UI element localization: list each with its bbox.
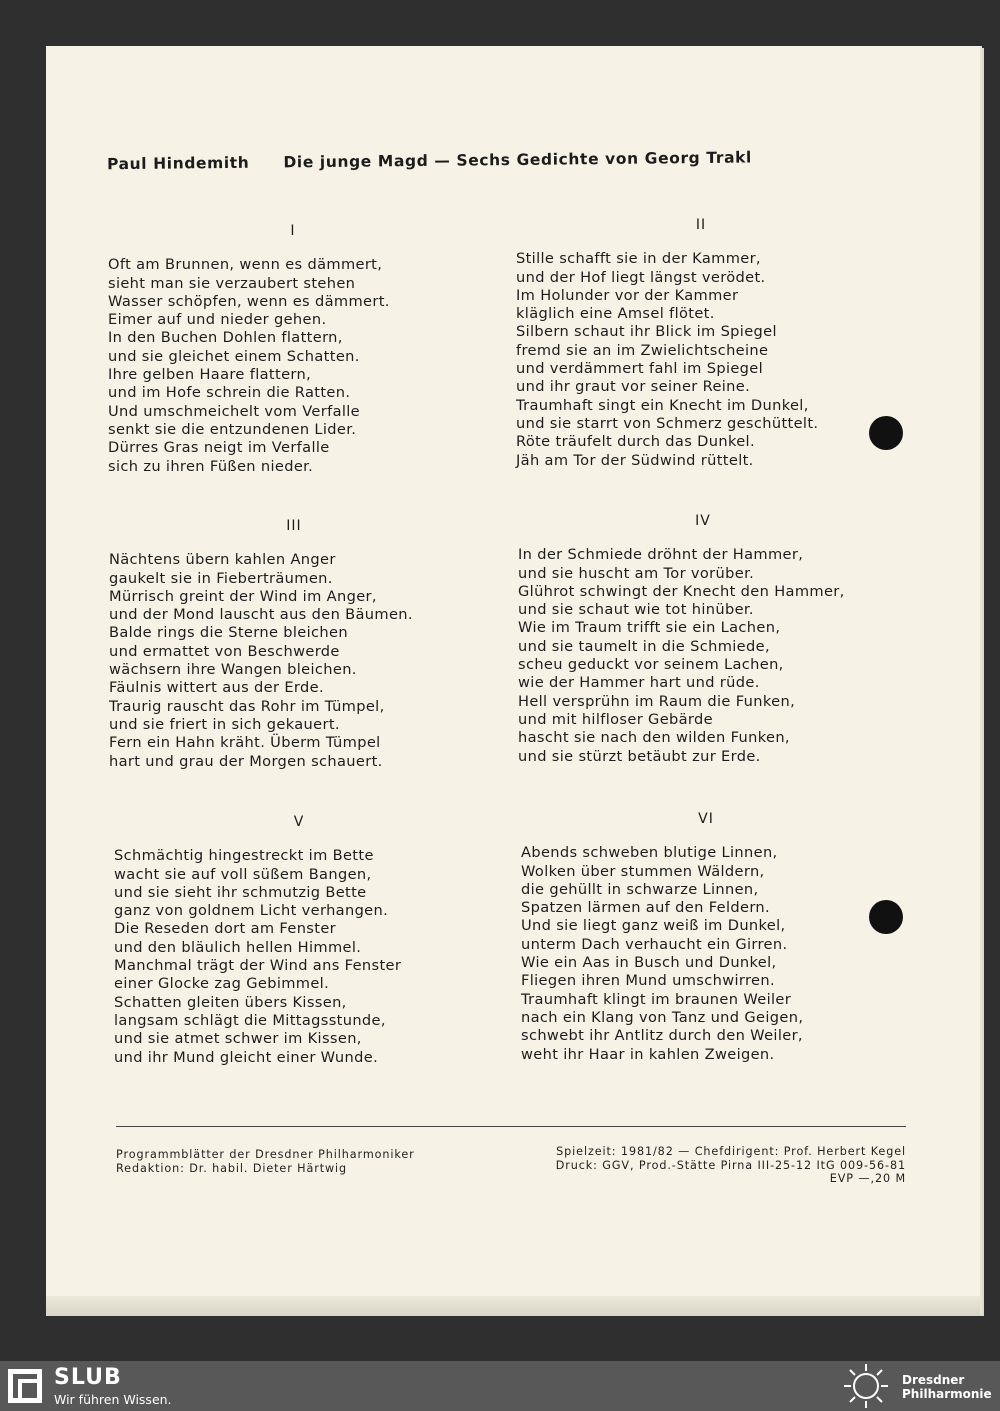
poem-line: fremd sie an im Zwielichtscheine xyxy=(516,341,769,359)
poem-number: II xyxy=(695,217,707,233)
poem-line: wie der Hammer hart und rüde. xyxy=(518,674,760,692)
poem-line: und der Mond lauscht aus den Bäumen. xyxy=(109,606,413,624)
editor-line: Redaktion: Dr. habil. Dieter Härtwig xyxy=(116,1161,348,1175)
poem-line: und sie gleichet einem Schatten. xyxy=(108,347,360,365)
poem-line: und sie taumelt in die Schmiede, xyxy=(518,637,770,655)
poem-number: I xyxy=(290,223,296,239)
poem-line: weht ihr Haar in kahlen Zweigen. xyxy=(521,1045,775,1063)
poem-line: Wie im Traum trifft sie ein Lachen, xyxy=(518,619,781,637)
philharmonie-name[interactable] xyxy=(902,1373,992,1401)
poem-line: scheu geduckt vor seinem Lachen, xyxy=(518,656,784,674)
publisher-line: Programmblätter der Dresdner Philharmoniker xyxy=(116,1148,415,1161)
poem-line: und den bläulich hellen Himmel. xyxy=(114,938,362,956)
slub-name[interactable]: SLUB xyxy=(54,1365,122,1390)
poem-line: gaukelt sie in Fieberträumen. xyxy=(109,569,333,587)
poem-line: Hell versprühn im Raum die Funken, xyxy=(518,692,796,710)
poem-line: Schmächtig hingestreckt im Bette xyxy=(114,847,374,865)
poem-line: Ihre gelben Haare flattern, xyxy=(108,366,312,384)
poem-line: Im Holunder vor der Kammer xyxy=(516,286,739,304)
poem-line: Balde rings die Sterne bleichen xyxy=(109,624,348,642)
poem-line: nach ein Klang von Tanz und Geigen, xyxy=(521,1008,804,1026)
poem-line: und sie huscht am Tor vorüber. xyxy=(518,564,755,582)
poem-line: wacht sie auf voll süßem Bangen, xyxy=(114,865,372,883)
poem-line: Schatten gleiten übers Kissen, xyxy=(114,993,347,1011)
poem-1 xyxy=(108,222,478,476)
poem-line: Fern ein Hahn kräht. Überm Tümpel xyxy=(109,734,381,752)
poem-line: Manchmal trägt der Wind ans Fenster xyxy=(114,957,402,975)
poem-number: VI xyxy=(698,811,714,827)
poem-line: Wasser schöpfen, wenn es dämmert. xyxy=(108,292,390,310)
poem-line: Nächtens übern kahlen Anger xyxy=(109,551,336,569)
poem-line: und ermattet von Beschwerde xyxy=(109,642,340,660)
poem-line: Mürrisch greint der Wind im Anger, xyxy=(109,587,377,605)
poem-line: Und umschmeichelt vom Verfalle xyxy=(108,402,361,420)
poem-line: und sie sieht ihr schmutzig Bette xyxy=(114,883,367,901)
poem-line: Röte träufelt durch das Dunkel. xyxy=(516,433,755,451)
poem-line: und mit hilfloser Gebärde xyxy=(518,710,713,728)
poem-line: und ihr Mund gleicht einer Wunde. xyxy=(114,1048,379,1066)
price-line: EVP —,20 M xyxy=(829,1172,906,1185)
season-line: Spielzeit: 1981/82 — Chefdirigent: Prof. Herbert Kegel xyxy=(556,1145,906,1158)
poem-number: III xyxy=(286,518,302,534)
poem-line: und ihr graut vor seiner Reine. xyxy=(516,378,751,396)
poem-line: hart und grau der Morgen schauert. xyxy=(109,752,383,770)
poem-line: und sie schaut wie tot hinüber. xyxy=(518,601,754,619)
poem-line: Oft am Brunnen, wenn es dämmert, xyxy=(108,256,383,274)
poem-5 xyxy=(114,813,484,1067)
poem-line: und sie stürzt betäubt zur Erde. xyxy=(518,747,761,765)
poem-line: hascht sie nach den wilden Funken, xyxy=(518,729,790,747)
poem-line: Glührot schwingt der Knecht den Hammer, xyxy=(518,582,845,600)
poem-line: langsam schlägt die Mittagsstunde, xyxy=(114,1011,386,1029)
philharmonie-logo-icon[interactable] xyxy=(838,1362,894,1410)
poem-4 xyxy=(518,512,888,766)
poem-line: Spatzen lärmen auf den Feldern. xyxy=(521,899,770,917)
footer-divider xyxy=(116,1126,906,1127)
slub-tagline: Wir führen Wissen. xyxy=(54,1392,172,1407)
footer-right xyxy=(556,1145,906,1186)
poem-line: Dürres Gras neigt im Verfalle xyxy=(108,439,330,457)
poem-line: Stille schafft sie in der Kammer, xyxy=(516,250,761,268)
poem-line: Wolken über stummen Wäldern, xyxy=(521,862,765,880)
page-stack-edge xyxy=(46,1296,980,1316)
poem-line: kläglich eine Amsel flötet. xyxy=(516,305,715,323)
poem-line: und im Hofe schrein die Ratten. xyxy=(108,384,351,402)
poem-line: und verdämmert fahl im Spiegel xyxy=(516,360,764,378)
poem-line: Eimer auf und nieder gehen. xyxy=(108,311,327,329)
poem-line: Jäh am Tor der Südwind rüttelt. xyxy=(516,451,754,469)
poem-number: IV xyxy=(695,513,711,529)
poem-line: Silbern schaut ihr Blick im Spiegel xyxy=(516,323,777,341)
poem-line: Die Reseden dort am Fenster xyxy=(114,920,337,938)
poem-line: Traurig rauscht das Rohr im Tümpel, xyxy=(109,697,385,715)
poem-line: und der Hof liegt längst verödet. xyxy=(516,268,766,286)
poem-line: Traumhaft singt ein Knecht im Dunkel, xyxy=(516,396,809,414)
poem-line: die gehüllt in schwarze Linnen, xyxy=(521,880,759,898)
poem-line: senkt sie die entzundenen Lider. xyxy=(108,420,357,438)
footer-left xyxy=(116,1148,415,1175)
poem-line: sieht man sie verzaubert stehen xyxy=(108,274,356,292)
poem-6 xyxy=(521,810,891,1064)
poem-2 xyxy=(516,216,886,470)
poem-line: einer Glocke zag Gebimmel. xyxy=(114,975,330,993)
poem-line: unterm Dach verhaucht ein Girren. xyxy=(521,935,788,953)
poem-line: sich zu ihren Füßen nieder. xyxy=(108,457,314,475)
work-title: Die junge Magd — Sechs Gedichte von Georg Trakl xyxy=(283,148,753,172)
poem-line: und sie starrt von Schmerz geschüttelt. xyxy=(516,414,819,432)
viewer-footer-bar xyxy=(0,1361,1000,1411)
composer-name: Paul Hindemith xyxy=(106,153,250,174)
poem-line: und sie atmet schwer im Kissen, xyxy=(114,1030,362,1048)
poem-line: und sie friert in sich gekauert. xyxy=(109,715,340,733)
partner-name-line2: Philharmonie xyxy=(902,1387,992,1401)
poem-line: ganz von goldnem Licht verhangen. xyxy=(114,902,389,920)
poem-3 xyxy=(109,517,479,771)
poem-line: Fäulnis wittert aus der Erde. xyxy=(109,679,324,697)
slub-logo-icon[interactable] xyxy=(8,1369,42,1403)
poem-line: wächsern ihre Wangen bleichen. xyxy=(109,661,357,679)
poem-line: Traumhaft klingt im braunen Weiler xyxy=(521,990,792,1008)
poem-line: Fliegen ihren Mund umschwirren. xyxy=(521,972,775,990)
poem-line: Und sie liegt ganz weiß im Dunkel, xyxy=(521,917,786,935)
poem-line: In den Buchen Dohlen flattern, xyxy=(108,329,343,347)
poem-line: Abends schweben blutige Linnen, xyxy=(521,844,778,862)
partner-name-line1: Dresdner xyxy=(902,1373,965,1387)
print-line: Druck: GGV, Prod.-Stätte Pirna III-25-12 ItG 009-56-81 xyxy=(555,1158,906,1172)
poem-line: schwebt ihr Antlitz durch den Weiler, xyxy=(521,1027,803,1045)
poem-line: Wie ein Aas in Busch und Dunkel, xyxy=(521,954,777,972)
poem-number: V xyxy=(293,814,305,830)
poem-line: In der Schmiede dröhnt der Hammer, xyxy=(518,546,804,564)
